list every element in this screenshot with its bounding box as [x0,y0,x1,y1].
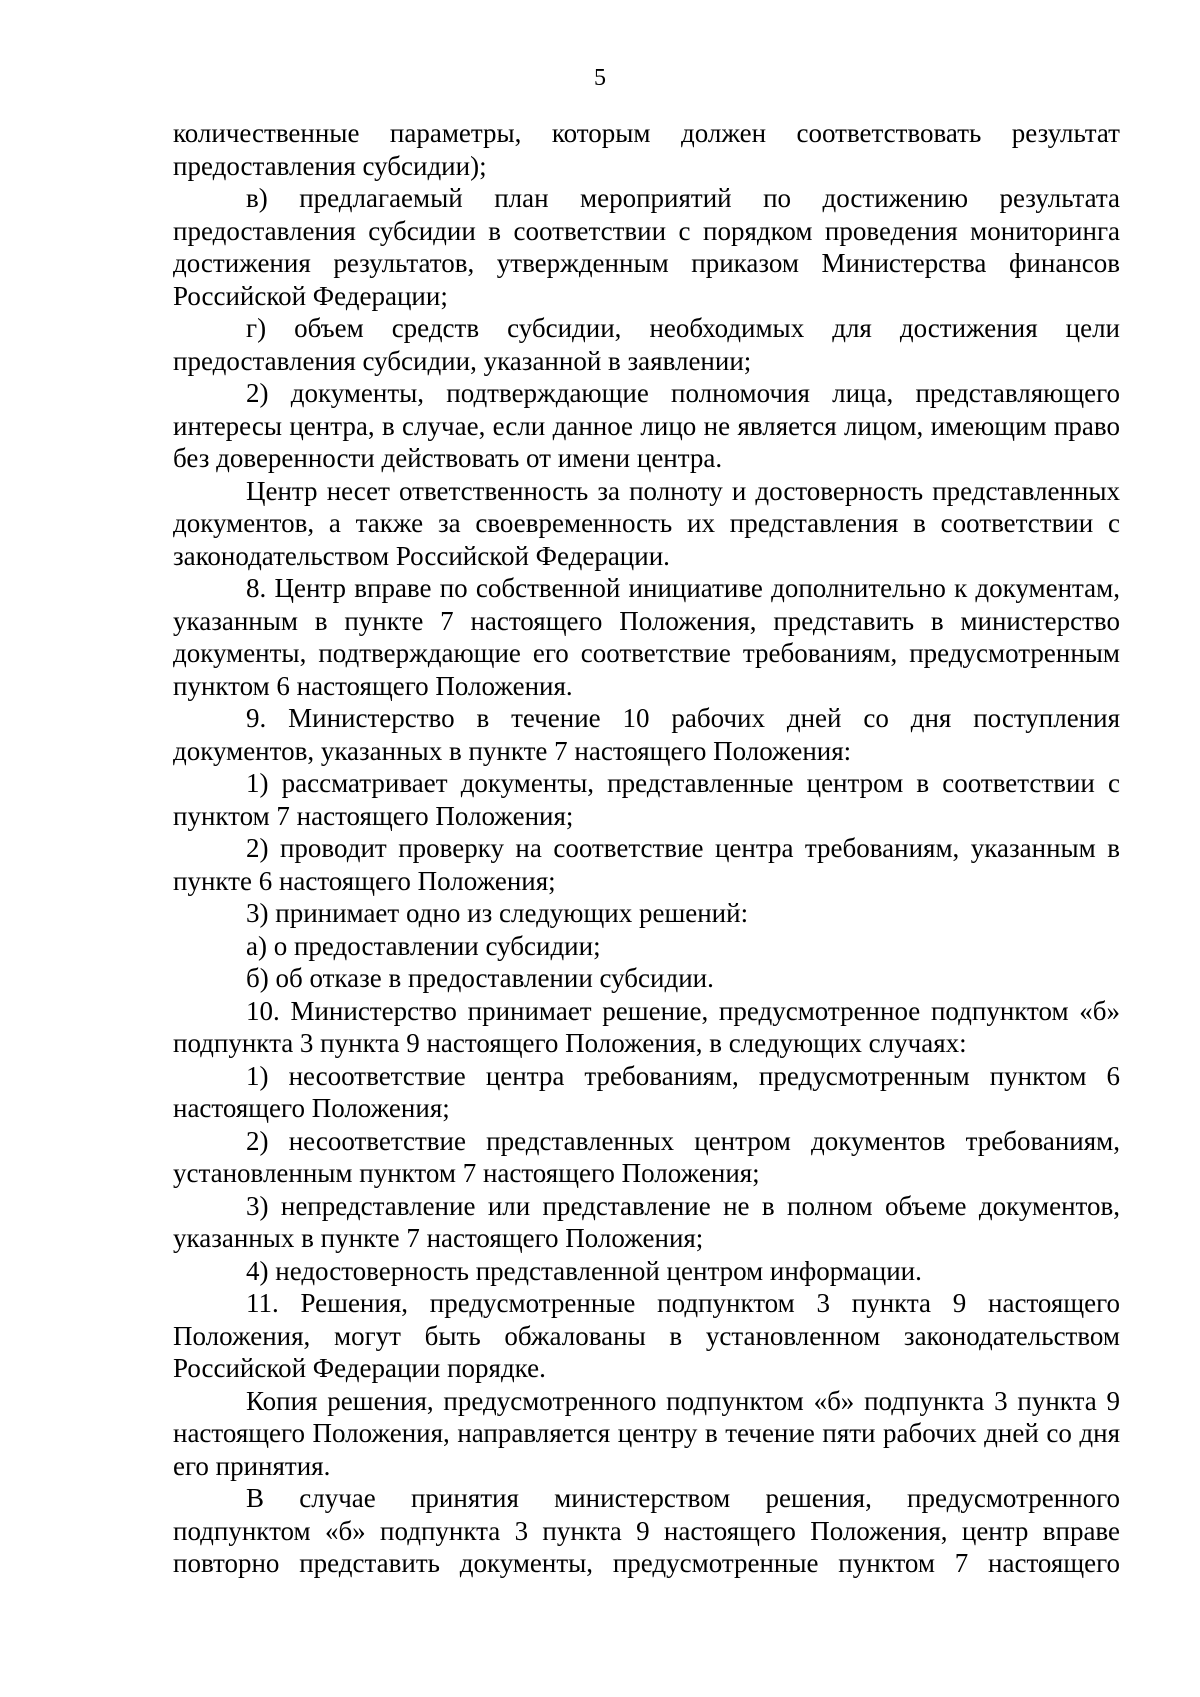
paragraph: 2) проводит проверку на соответствие центра требованиям, указанным в пункте 6 настоящего Положения; [173,833,1120,896]
paragraph: Центр несет ответственность за полноту и достоверность представленных документов, а также за своевременность их представления в соответствии с законодательством Российской Федерации. [173,475,1120,571]
paragraph: б) об отказе в предоставлении субсидии. [246,963,714,993]
paragraph: в) предлагаемый план мероприятий по достижению результата предоставления субсидии в соответствии с порядком проведения мониторинга достижения результатов, утвержденным приказом Министерства финансов Российской Федерации; [173,183,1120,311]
paragraph: 10. Министерство принимает решение, предусмотренное подпунктом «б» подпункта 3 пункта 9 настоящего Положения, в следующих случаях: [173,995,1120,1058]
paragraph: 8. Центр вправе по собственной инициативе дополнительно к документам, указанным в пункте 7 настоящего Положения, представить в министерство документы, подтверждающие его соответствие требованиям, предусмотренным пунктом 6 настоящего Положения. [173,573,1120,701]
paragraph: 11. Решения, предусмотренные подпунктом 3 пункта 9 настоящего Положения, могут быть обжалованы в установленном законодательством Российской Федерации порядке. [173,1288,1120,1383]
paragraph: 2) документы, подтверждающие полномочия лица, представляющего интересы центра, в случае, если данное лицо не является лицом, имеющим право без доверенности действовать от имени центра. [173,378,1120,473]
paragraph: 3) принимает одно из следующих решений: [246,898,749,928]
paragraph: г) объем средств субсидии, необходимых для достижения цели предоставления субсидии, указанной в заявлении; [173,313,1120,376]
paragraph: 1) несоответствие центра требованиям, предусмотренным пунктом 6 настоящего Положения; [173,1060,1120,1123]
paragraph: 2) несоответствие представленных центром документов требованиям, установленным пунктом 7 настоящего Положения; [173,1125,1120,1188]
paragraph: 4) недостоверность представленной центром информации. [246,1255,922,1286]
paragraph: 9. Министерство в течение 10 рабочих дней со дня поступления документов, указанных в пункте 7 настоящего Положения: [173,703,1120,766]
paragraph: В случае принятия министерством решения, предусмотренного подпунктом «б» подпункта 3 пункта 9 настоящего Положения, центр вправе повторно представить документы, предусмотренные пунктом 7 настоящего [173,1483,1120,1578]
paragraph: количественные параметры, которым должен соответствовать результат предоставления субсидии); [173,118,1120,181]
paragraph: а) о предоставлении субсидии; [246,930,601,961]
paragraph: 3) непредставление или представление не в полном объеме документов, указанных в пункте 7 настоящего Положения; [173,1190,1120,1253]
paragraph: Копия решения, предусмотренного подпунктом «б» подпункта 3 пункта 9 настоящего Положения, направляется центру в течение пяти рабочих дней со дня его принятия. [173,1385,1120,1481]
document-body [173,117,1120,1580]
page-number: 5 [594,65,606,91]
paragraph: 1) рассматривает документы, представленные центром в соответствии с пунктом 7 настоящего Положения; [173,768,1120,831]
